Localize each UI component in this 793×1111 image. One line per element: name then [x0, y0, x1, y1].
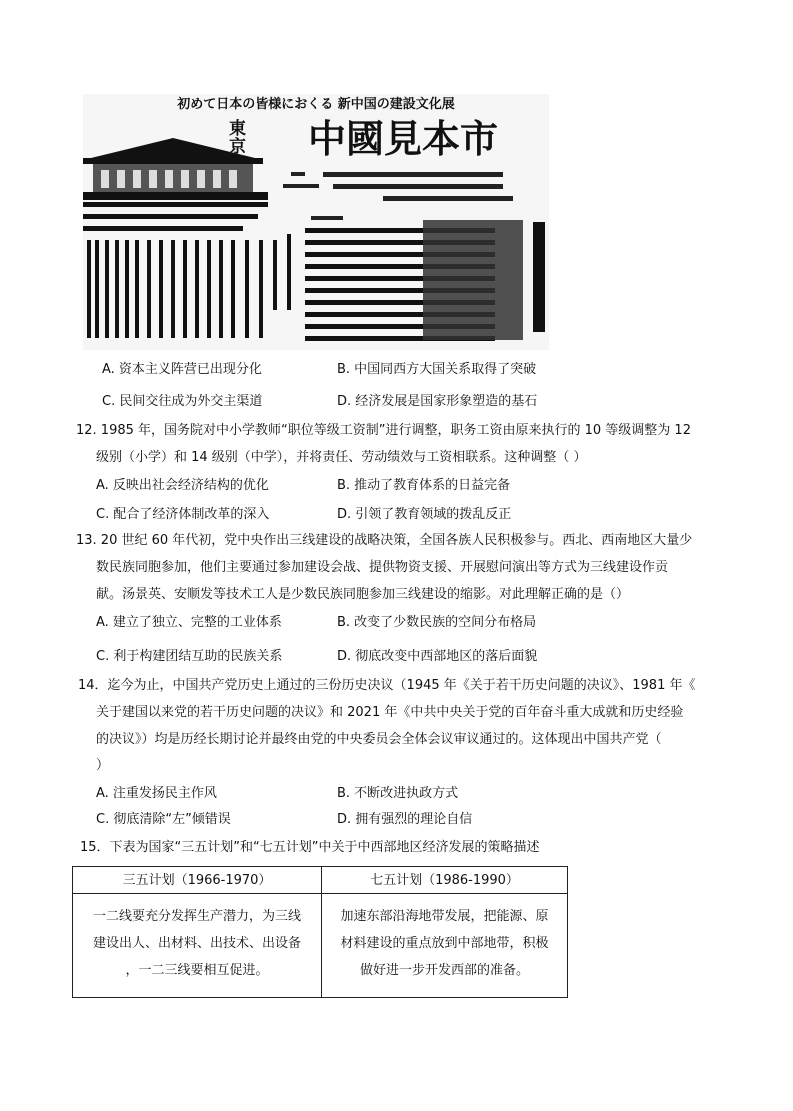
q14-stem-line3: 的决议》）均是历经长期讨论并最终由党的中央委员会全体会议审议通过的。这体现出中国共产党（ [96, 732, 662, 747]
poster-image [83, 94, 549, 350]
poster-city-1: 東 [229, 119, 246, 139]
q12-option-b: B. 推动了教育体系的日益完备 [337, 478, 511, 493]
q12-option-a: A. 反映出社会经济结构的优化 [96, 478, 269, 493]
table-cell-col1-line1: 一二线要充分发挥生产潜力，为三线 [92, 909, 301, 924]
q12-stem-line1: 12. 1985 年，国务院对中小学教师“职位等级工资制”进行调整，职务工资由原来执行的 10 等级调整为 12 [76, 423, 691, 438]
q11-option-c: C. 民间交往成为外交主渠道 [102, 394, 263, 409]
q13-stem-line2: 数民族同胞参加，他们主要通过参加建设会战、提供物资支援、开展慰问演出等方式为三线建设作贡 [96, 560, 669, 575]
q12-option-d: D. 引领了教育领域的拨乱反正 [337, 507, 512, 522]
poster-top-text: 初めて日本の皆様におくる 新中国の建設文化展 [177, 97, 455, 112]
table-cell-col1-line2: 建设出人、出材料、出技术、出设备 [92, 936, 301, 951]
q11-option-d: D. 经济发展是国家形象塑造的基石 [337, 394, 538, 409]
q14-option-d: D. 拥有强烈的理论自信 [337, 812, 473, 827]
table-cell-col2-line3: 做好进一步开发西部的准备。 [359, 963, 529, 978]
q13-stem-line3: 献。汤景英、安顺发等技术工人是少数民族同胞参加三线建设的缩影。对此理解正确的是（） [96, 587, 630, 602]
q14-option-a: A. 注重发扬民主作风 [96, 786, 217, 801]
q14-stem-line2: 关于建国以来党的若干历史问题的决议》和 2021 年《中共中央关于党的百年奋斗重大成就和历史经验 [96, 705, 684, 720]
poster-city-2: 京 [229, 137, 246, 157]
table-header-col1: 三五计划（1966-1970） [122, 873, 272, 888]
q15-stem: 15．下表为国家“三五计划”和“七五计划”中关于中西部地区经济发展的策略描述 [80, 840, 540, 855]
q14-stem-line1: 14．迄今为止，中国共产党历史上通过的三份历史决议（1945 年《关于若干历史问题的决议》、1981 年《 [78, 678, 696, 693]
q11-option-b: B. 中国同西方大国关系取得了突破 [337, 362, 537, 377]
table-cell-col2-line2: 材料建设的重点放到中部地带，积极 [340, 936, 549, 951]
table-cell-col1-line3: ，一二三线要相互促进。 [125, 963, 269, 978]
q12-option-c: C. 配合了经济体制改革的深入 [96, 507, 270, 522]
plan-comparison-table [72, 866, 568, 998]
table-header-col2: 七五计划（1986-1990） [370, 873, 519, 888]
poster-info-block [283, 172, 513, 220]
poster-text-left [83, 202, 291, 338]
poster-graphic [83, 94, 549, 350]
q13-option-a: A. 建立了独立、完整的工业体系 [96, 615, 282, 630]
q13-option-b: B. 改变了少数民族的空间分布格局 [337, 615, 537, 630]
q11-option-a: A. 资本主义阵营已出现分化 [102, 362, 262, 377]
q14-option-b: B. 不断改进执政方式 [337, 786, 459, 801]
poster-text-right [305, 220, 545, 341]
poster-title: 中國見本市 [307, 117, 499, 161]
q14-option-c: C. 彻底清除“左”倾错误 [96, 812, 231, 827]
q13-option-d: D. 彻底改变中西部地区的落后面貌 [337, 649, 538, 664]
q14-stem-line4: ） [96, 758, 110, 773]
table-cell-col2-line1: 加速东部沿海地带发展，把能源、原 [340, 909, 549, 924]
q12-stem-line2: 级别（小学）和 14 级别（中学），并将责任、劳动绩效与工资相联系。这种调整（ ） [96, 450, 587, 465]
q13-option-c: C. 利于构建团结互助的民族关系 [96, 649, 283, 664]
q13-stem-line1: 13. 20 世纪 60 年代初，党中央作出三线建设的战略决策，全国各族人民积极参与。西北、西南地区大量少 [76, 533, 693, 548]
